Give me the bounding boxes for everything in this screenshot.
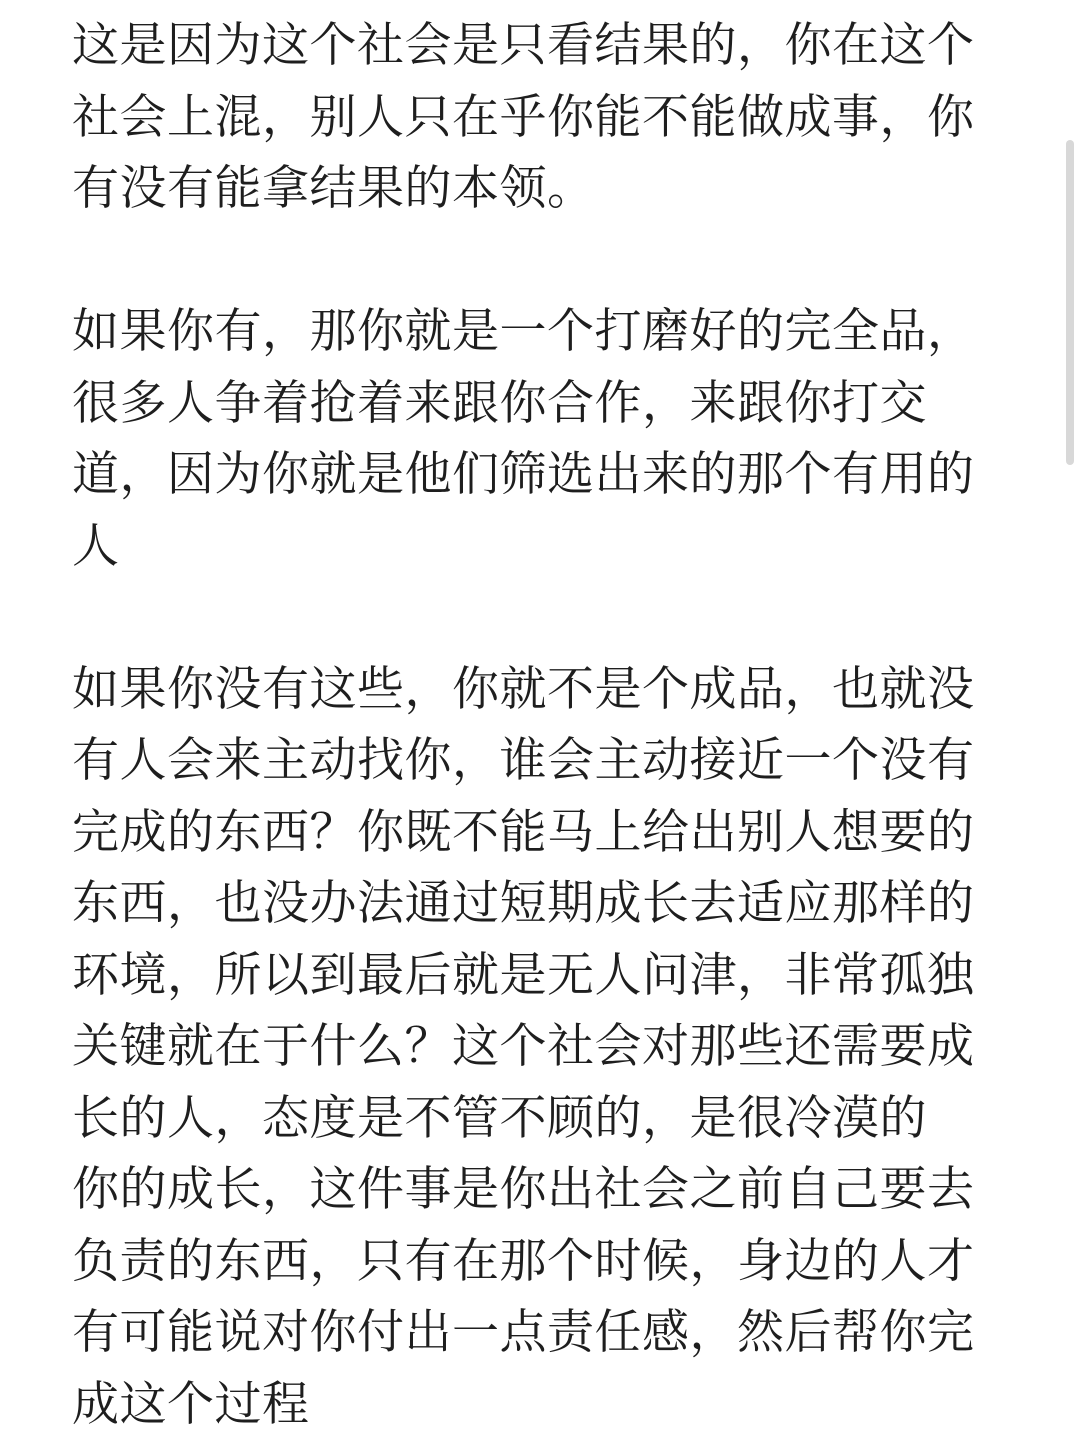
vertical-scrollbar[interactable] (1064, 0, 1080, 1440)
text-line: 有没有能拿结果的本领。 (72, 161, 595, 216)
text-line: 你的成长，这件事是你出社会之前自己要去 (72, 1162, 975, 1217)
text-line: 有人会来主动找你，谁会主动接近一个没有 (72, 733, 975, 788)
text-line: 很多人争着抢着来跟你合作，来跟你打交 (72, 375, 927, 431)
text-line: 东西，也没办法通过短期成长去适应那样的 (72, 876, 975, 931)
text-line: 道，因为你就是他们筛选出来的那个有用的 (72, 447, 975, 502)
text-line: 如果你有，那你就是一个打磨好的完全品， (72, 304, 975, 359)
text-line: 长的人，态度是不管不顾的，是很冷漠的 (72, 1090, 927, 1146)
article-body (72, 10, 982, 1440)
text-line: 有可能说对你付出一点责任感，然后帮你完 (72, 1305, 975, 1360)
text-line: 这是因为这个社会是只看结果的，你在这个 (72, 18, 975, 73)
scrollbar-thumb[interactable] (1066, 140, 1074, 465)
text-line: 人 (72, 518, 120, 574)
paragraph-1 (72, 10, 982, 225)
text-line: 负责的东西，只有在那个时候，身边的人才 (72, 1233, 975, 1289)
text-line: 环境，所以到最后就是无人问津，非常孤独 (72, 947, 975, 1003)
paragraph-3 (72, 654, 982, 1440)
paragraph-spacer (72, 582, 982, 654)
text-line: 社会上混，别人只在乎你能不能做成事，你 (72, 89, 975, 145)
text-line: 如果你没有这些，你就不是个成品，也就没 (72, 661, 975, 717)
text-line: 关键就在于什么？这个社会对那些还需要成 (72, 1019, 975, 1074)
text-line: 完成的东西？你既不能马上给出别人想要的 (72, 804, 975, 860)
paragraph-2 (72, 296, 982, 582)
text-line: 成这个过程 (72, 1376, 310, 1432)
paragraph-spacer (72, 225, 982, 297)
